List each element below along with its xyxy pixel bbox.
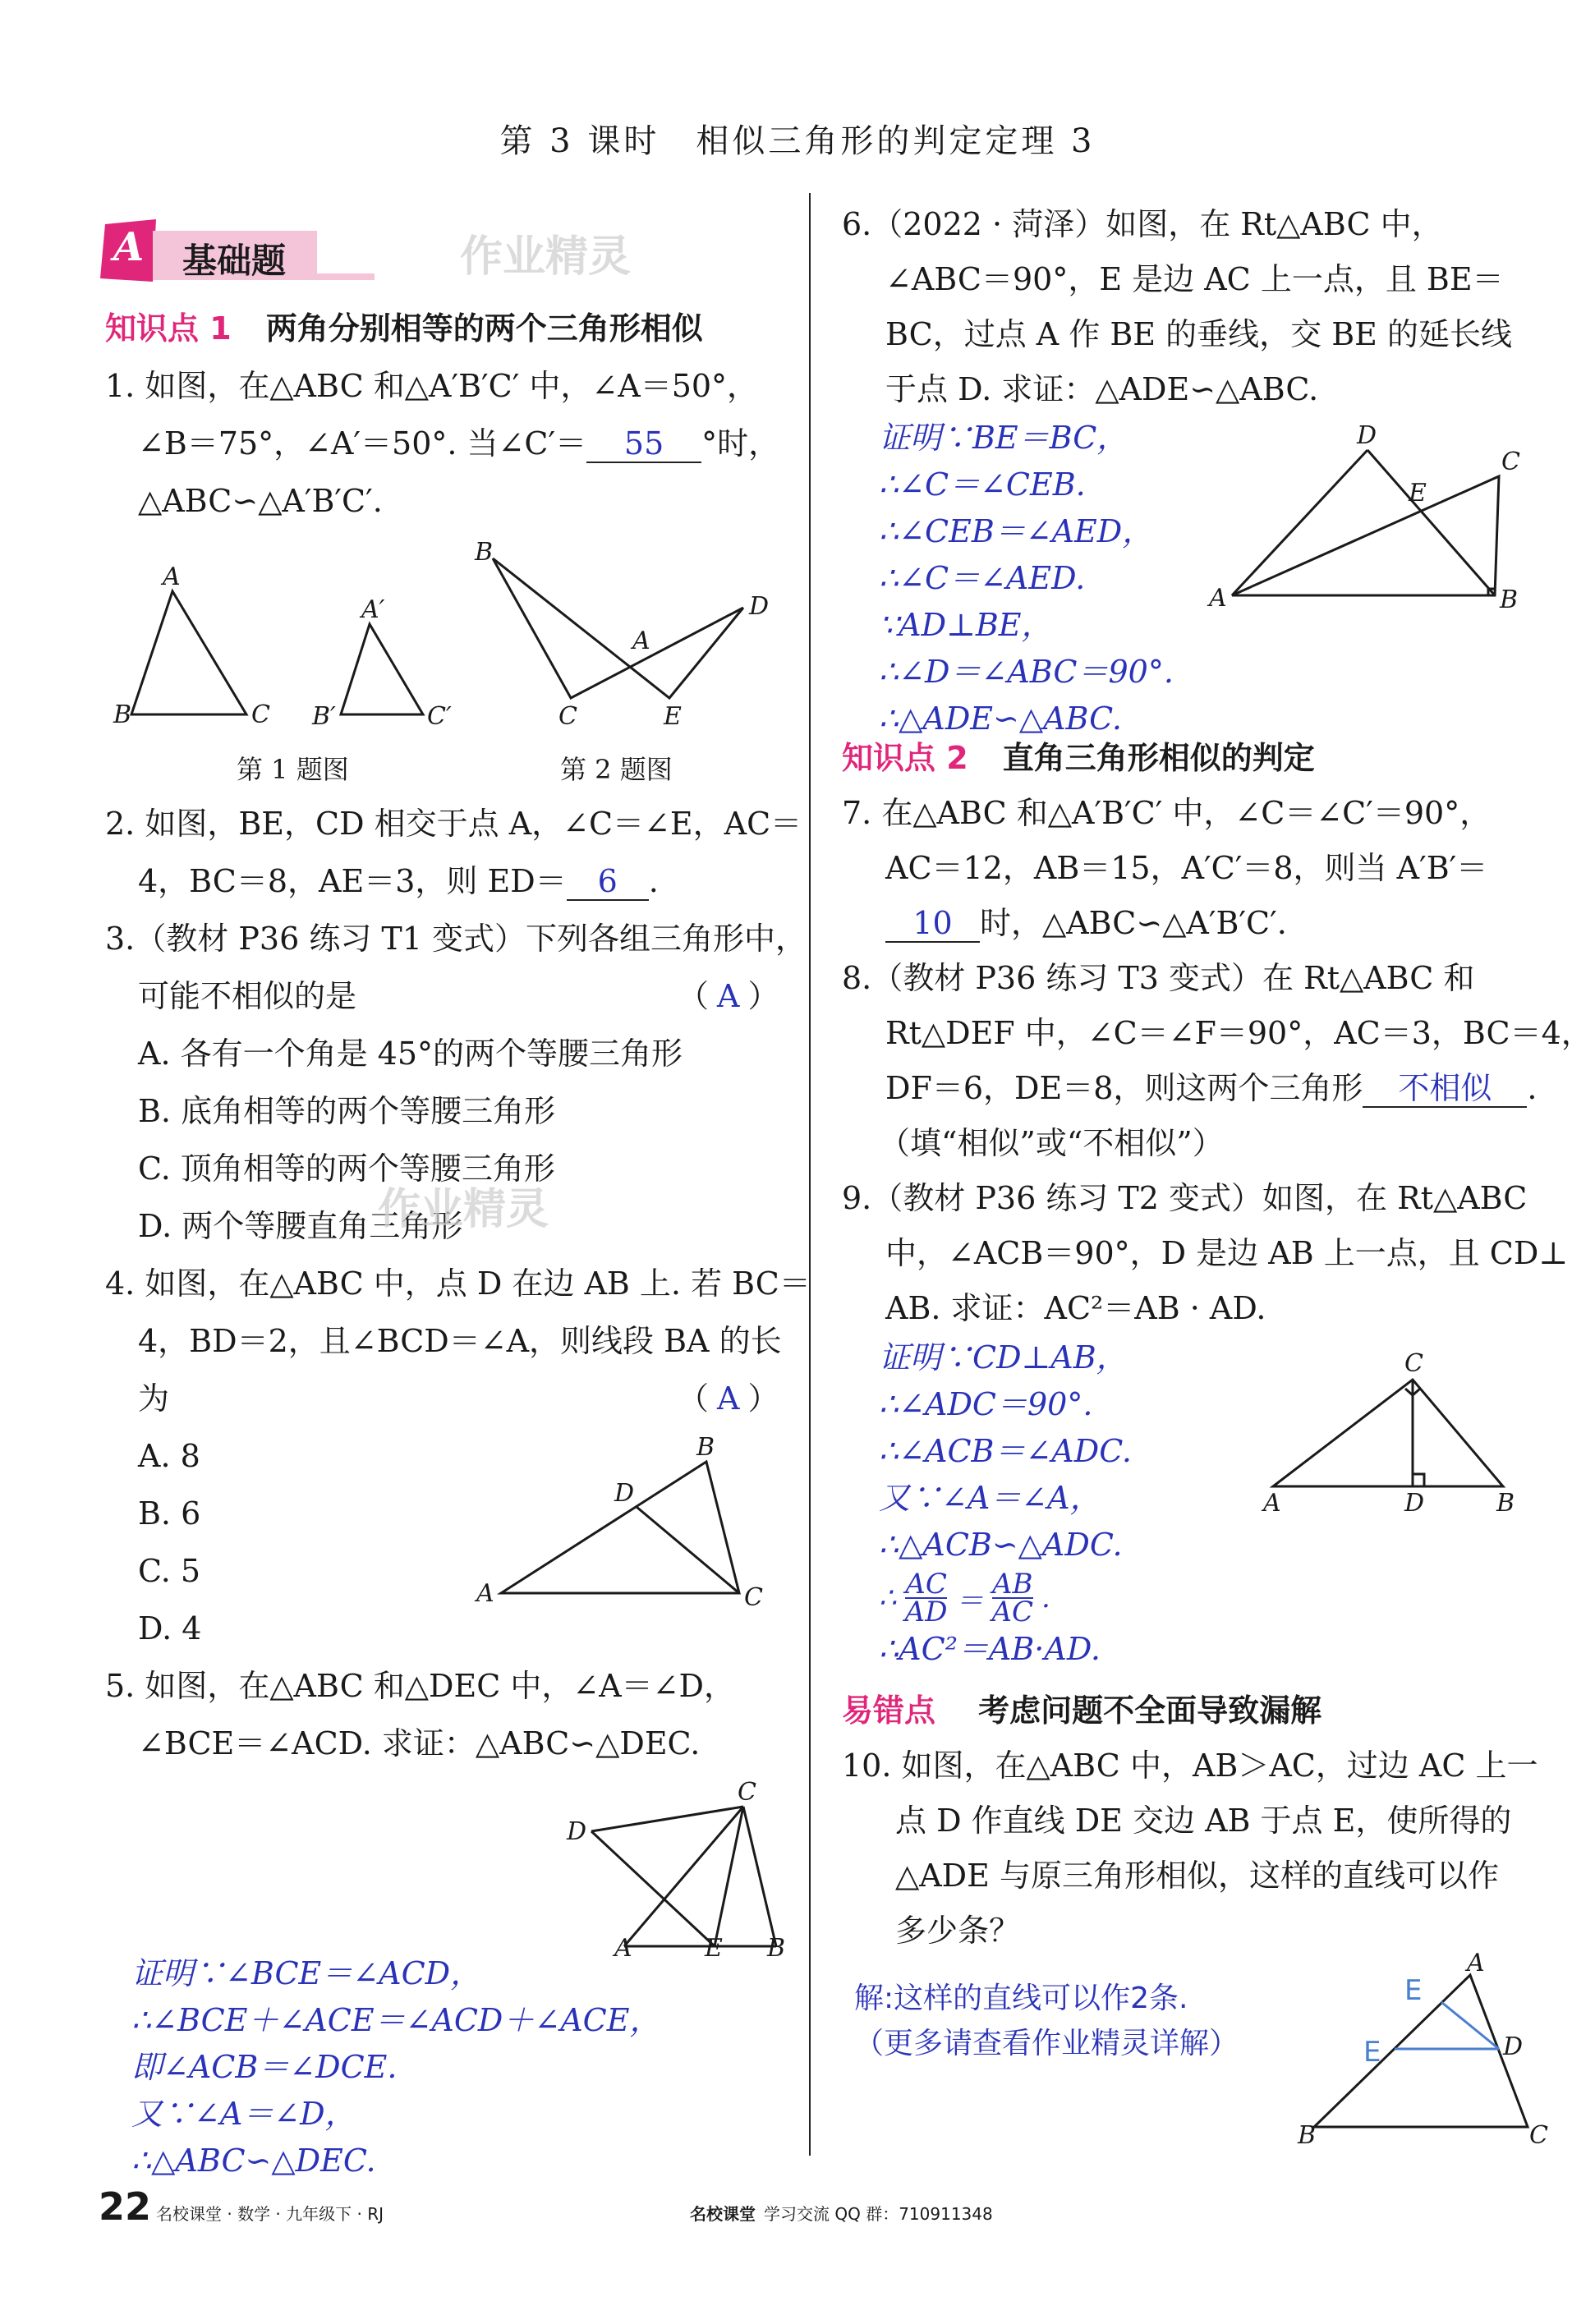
- q3-line1: 3.（教材 P36 练习 T1 变式）下列各组三角形中，: [105, 921, 807, 957]
- q2-text-a: 4，BC＝8，AE＝3，则 ED＝: [138, 863, 567, 899]
- fig5-label-a: A: [614, 1934, 632, 1963]
- q3-option: A. 各有一个角是 45°的两个等腰三角形: [138, 1036, 683, 1072]
- q2-text-b: .: [648, 863, 659, 899]
- fig1-label-a1: A′: [361, 595, 385, 624]
- q1-text-a: ∠B＝75°，∠A′＝50°. 当∠C′＝: [138, 425, 587, 462]
- fig10-label-e-lower: E: [1363, 2036, 1381, 2069]
- fig1-label-b1: B′: [312, 702, 336, 731]
- fig10-label-d: D: [1503, 2032, 1524, 2061]
- fig9-label-a: A: [1263, 1489, 1281, 1518]
- q2-answer-blank: 6: [567, 863, 649, 901]
- q6-line4: 于点 D. 求证：△ADE∽△ABC.: [885, 371, 1319, 407]
- fig5-lines: [591, 1807, 776, 1946]
- fig6-label-c: C: [1501, 448, 1520, 476]
- fig1-triangle-a1b1c1: [341, 624, 423, 714]
- fig-q9: [1248, 1343, 1528, 1523]
- fig10-label-c: C: [1529, 2121, 1548, 2150]
- q7-line2: AC＝12，AB＝15，A′C′＝8，则当 A′B′＝: [885, 850, 1488, 886]
- fig6-label-d: D: [1357, 421, 1377, 450]
- fig5-label-e: E: [705, 1934, 723, 1963]
- fig6-label-b: B: [1500, 586, 1519, 614]
- fig1-label-c1: C′: [427, 702, 452, 731]
- fig1-triangle-abc: [131, 591, 246, 714]
- q6-proof-line: ∴∠D＝∠ABC＝90°.: [879, 654, 1174, 690]
- q4-paren-open: （: [678, 1380, 710, 1417]
- q4-line3: 为: [138, 1380, 170, 1417]
- q9-fraction-1: [904, 1568, 948, 1628]
- q10-line1: 10. 如图，在△ABC 中，AB＞AC，过边 AC 上一: [842, 1748, 1538, 1784]
- fig2-lines: [493, 558, 743, 698]
- q10-line4: 多少条？: [895, 1913, 1021, 1949]
- q9-line1: 9.（教材 P36 练习 T2 变式）如图，在 Rt△ABC: [842, 1180, 1528, 1216]
- fig2-label-a: A: [632, 627, 650, 655]
- q3-paren-close: ）: [747, 978, 779, 1014]
- watermark: 作业精灵: [460, 232, 632, 282]
- q9-fraction-line: [879, 1568, 1050, 1628]
- q9-proof-line: ∴∠ADC＝90°.: [879, 1386, 1093, 1422]
- q3-line2: 可能不相似的是: [138, 978, 357, 1014]
- fig5-label-b: B: [767, 1934, 786, 1963]
- q9-frac-end: .: [1041, 1582, 1050, 1614]
- q9-line3: AB. 求证：AC²＝AB · AD.: [885, 1290, 1266, 1326]
- q7-answer-blank: 10: [885, 905, 980, 943]
- q6-line3: BC，过点 A 作 BE 的垂线，交 BE 的延长线: [885, 316, 1512, 352]
- fig5-label-c: C: [738, 1778, 756, 1807]
- q6-proof-line: ∴∠CEB＝∠AED，: [879, 513, 1154, 549]
- q5-proof-line: 证明∵∠BCE＝∠ACD，: [131, 1955, 482, 1991]
- fig10-label-e-upper: E: [1404, 1974, 1423, 2007]
- fig2-label-b: B: [475, 538, 494, 567]
- fig-q5: [558, 1778, 805, 1963]
- section-badge: [99, 218, 378, 285]
- q9-proof-line: ∴∠ACB＝∠ADC.: [879, 1433, 1133, 1469]
- q4-line2: 4，BD＝2，且∠BCD＝∠A，则线段 BA 的长: [138, 1323, 782, 1359]
- q9-proof-line: ∴△ACB∽△ADC.: [879, 1527, 1123, 1563]
- q1-line3: △ABC∽△A′B′C′.: [138, 483, 383, 519]
- fig9-lines: [1273, 1380, 1503, 1486]
- fig2-label-c: C: [558, 702, 577, 731]
- fig2-label-e: E: [664, 702, 682, 731]
- q9-frac2-num: AB: [991, 1568, 1033, 1601]
- q6-proof-line: 证明∵BE＝BC，: [879, 420, 1128, 456]
- kp1-heading: [105, 300, 703, 357]
- fig6-label-e: E: [1409, 479, 1427, 508]
- q4-option: C. 5: [138, 1553, 201, 1589]
- q1-text-b: °时，: [701, 425, 780, 462]
- q6-proof-line: ∵AD⊥BE，: [879, 607, 1053, 643]
- q5-proof: [131, 1950, 660, 2184]
- q9-frac-prefix: ∴: [879, 1582, 897, 1614]
- q2-line2: [138, 852, 659, 910]
- footer-book: 名校课堂 · 数学 · 九年级下 · RJ: [156, 2204, 384, 2224]
- q8-line3: [885, 1059, 1538, 1117]
- footer-brand: 名校课堂: [690, 2204, 756, 2224]
- q5-proof-line: 即∠ACB＝∠DCE.: [131, 2049, 398, 2085]
- q1-line1: 1. 如图，在△ABC 和△A′B′C′ 中，∠A＝50°，: [105, 368, 759, 404]
- fig4-label-a: A: [476, 1579, 494, 1608]
- fig2-label-d: D: [749, 592, 770, 621]
- q5-proof-line: 又∵∠A＝∠D，: [131, 2096, 356, 2132]
- q9-frac-eq: ＝: [955, 1584, 984, 1618]
- q8-answer-blank: 不相似: [1363, 1070, 1527, 1108]
- kp1-tag: 知识点 1: [105, 310, 232, 347]
- q9-frac1-den: AD: [904, 1596, 948, 1628]
- q8-text-b: .: [1527, 1070, 1538, 1106]
- watermark: 作业精灵: [378, 1185, 549, 1234]
- q4-answer-letter: A: [717, 1380, 740, 1417]
- fig9-label-c: C: [1404, 1349, 1423, 1378]
- fig1-label-b: B: [113, 700, 132, 729]
- q6-line2: ∠ABC＝90°，E 是边 AC 上一点，且 BE＝: [885, 261, 1504, 297]
- page-title: 第 3 课时 相似三角形的判定定理 3: [499, 122, 1096, 160]
- q9-frac1-num: AC: [905, 1568, 947, 1601]
- q4-option: A. 8: [138, 1438, 200, 1474]
- q6-proof-line: ∴△ADE∽△ABC.: [879, 700, 1122, 737]
- q10-line2: 点 D 作直线 DE 交边 AB 于点 E，使所得的: [895, 1803, 1512, 1839]
- q10-solution-2: （更多请查看作业精灵详解）: [854, 2027, 1239, 2060]
- fig-q4: [476, 1429, 788, 1618]
- fig10-label-b: B: [1298, 2121, 1317, 2150]
- q5-proof-line: ∴△ABC∽△DEC.: [131, 2143, 376, 2179]
- pitfall-title: 考虑问题不全面导致漏解: [978, 1692, 1322, 1729]
- fig4-label-c: C: [744, 1583, 763, 1612]
- q9-fraction-2: [991, 1568, 1034, 1628]
- q8-line2: Rt△DEF 中，∠C＝∠F＝90°，AC＝3，BC＝4，: [885, 1015, 1593, 1051]
- q7-line1: 7. 在△ABC 和△A′B′C′ 中，∠C＝∠C′＝90°，: [842, 795, 1492, 831]
- q4-option: B. 6: [138, 1495, 201, 1532]
- kp2-tag: 知识点 2: [842, 740, 968, 776]
- q2-line1: 2. 如图，BE，CD 相交于点 A，∠C＝∠E，AC＝: [105, 806, 802, 842]
- fig4-label-b: B: [696, 1433, 715, 1462]
- q5-line2: ∠BCE＝∠ACD. 求证：△ABC∽△DEC.: [138, 1725, 701, 1761]
- q1-line2: [138, 415, 779, 472]
- fig9-label-b: B: [1496, 1489, 1515, 1518]
- fig-q1-q2: [113, 538, 797, 739]
- fig9-label-d: D: [1404, 1489, 1425, 1518]
- fig5-label-d: D: [567, 1817, 587, 1846]
- q9-proof-line: 证明∵CD⊥AB，: [879, 1339, 1128, 1376]
- q4-line1: 4. 如图，在△ABC 中，点 D 在边 AB 上. 若 BC＝: [105, 1265, 811, 1302]
- q5-line1: 5. 如图，在△ABC 和△DEC 中，∠A＝∠D，: [105, 1668, 735, 1704]
- badge-letter: A: [113, 224, 145, 270]
- q9-frac2-den: AC: [991, 1596, 1034, 1628]
- pitfall-heading: [842, 1682, 1322, 1739]
- q3-answer-letter: A: [717, 978, 740, 1014]
- column-divider: [809, 193, 811, 2156]
- q10-solution-1: 解:这样的直线可以作2条.: [854, 1982, 1188, 2015]
- q8-text-a: DF＝6，DE＝8，则这两个三角形: [885, 1070, 1363, 1106]
- fig1-label-a: A: [163, 563, 181, 591]
- q7-text-b: 时，△ABC∽△A′B′C′.: [980, 905, 1287, 941]
- q4-option: D. 4: [138, 1610, 202, 1647]
- fig6-lines: [1232, 450, 1499, 595]
- q6-proof-line: ∴∠C＝∠CEB.: [879, 466, 1086, 503]
- q3-option: C. 顶角相等的两个等腰三角形: [138, 1151, 555, 1187]
- q8-line4: （填“相似”或“不相似”）: [879, 1125, 1224, 1161]
- fig2-caption: 第 2 题图: [560, 754, 673, 785]
- q8-line1: 8.（教材 P36 练习 T3 变式）在 Rt△ABC 和: [842, 960, 1475, 996]
- kp2-title: 直角三角形相似的判定: [1002, 740, 1315, 776]
- fig6-label-a: A: [1209, 584, 1227, 613]
- q3-paren-open: （: [678, 978, 710, 1014]
- q4-answer: [678, 1370, 779, 1427]
- fig4-label-d: D: [614, 1479, 635, 1508]
- q6-line1: 6.（2022 · 菏泽）如图，在 Rt△ABC 中，: [842, 206, 1443, 242]
- q7-line3: [885, 894, 1287, 952]
- q5-proof-line: ∴∠BCE＋∠ACE＝∠ACD＋∠ACE，: [131, 2002, 661, 2038]
- fig-q10: [1298, 1949, 1548, 2152]
- q9-line2: 中，∠ACB＝90°，D 是边 AB 上一点，且 CD⊥: [885, 1235, 1569, 1271]
- q9-proof-line: 又∵∠A＝∠A，: [879, 1480, 1101, 1516]
- q3-option: B. 底角相等的两个等腰三角形: [138, 1093, 556, 1129]
- kp1-title: 两角分别相等的两个三角形相似: [265, 310, 703, 347]
- page-number: 22: [99, 2184, 152, 2229]
- q6-proof: [879, 415, 1174, 742]
- fig10-label-a: A: [1467, 1949, 1485, 1977]
- fig-q6: [1199, 419, 1544, 616]
- pitfall-tag: 易错点: [842, 1692, 936, 1729]
- q1-answer-blank: 55: [586, 425, 701, 463]
- footer-qq: 学习交流 QQ 群：710911348: [764, 2204, 993, 2224]
- q9-proof: [879, 1334, 1132, 1568]
- fig1-caption: 第 1 题图: [237, 754, 349, 785]
- q10-line3: △ADE 与原三角形相似，这样的直线可以作: [895, 1858, 1499, 1894]
- q4-paren-close: ）: [747, 1380, 779, 1417]
- q9-proof-last: ∴AC²＝AB·AD.: [879, 1631, 1101, 1667]
- q6-proof-line: ∴∠C＝∠AED.: [879, 560, 1086, 596]
- fig1-label-c: C: [251, 700, 270, 729]
- q3-option: D. 两个等腰直角三角形: [138, 1208, 463, 1244]
- kp2-heading: [842, 729, 1315, 787]
- q3-answer: [678, 967, 779, 1025]
- badge-label: 基础题: [182, 241, 287, 281]
